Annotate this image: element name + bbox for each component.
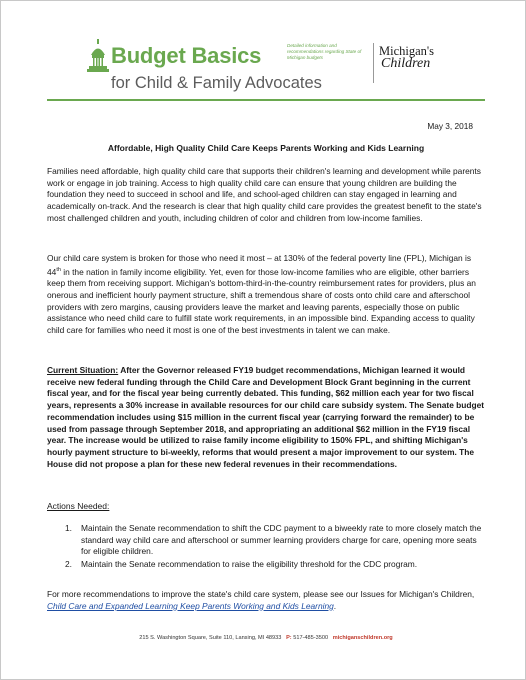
- problem-text-a: Our child care system is broken for those who need it most – at 130% of the federal poverty line (FPL), Michigan is 44: [47, 253, 472, 277]
- actions-heading: Actions Needed:: [47, 501, 110, 511]
- document-title: Affordable, High Quality Child Care Keeps Parents Working and Kids Learning: [107, 143, 425, 153]
- footer-address: 215 S. Washington Square, Suite 110, Lansing, MI 48933: [139, 635, 282, 641]
- intro-paragraph: Families need affordable, high quality child care that supports their children's learning and development while parents work or engage in job training. Access to high quality child care can ensure that young children are building the foundation they need to succeed in school and life, and school-aged children can stay engaged in learning and academically on-track. And the research is clear that high quality child care provides the greatest benefit to the state's most challenged children and youth, including children of color and children from low-income families.: [47, 166, 482, 223]
- closing-end: .: [333, 600, 337, 611]
- current-situation-paragraph: [47, 365, 485, 470]
- capitol-dome-icon: [87, 39, 109, 73]
- current-situation-label: Current Situation:: [47, 365, 119, 375]
- document-date: May 3, 2018: [427, 121, 473, 131]
- org-logo-line2: Children: [381, 56, 431, 71]
- action-text: Maintain the Senate recommendation to shift the CDC payment to a biweekly rate to more closely match the standard way child care and afterschool or summer learning providers charge for care, opening more seats for eligible children.: [81, 523, 482, 557]
- action-item: [47, 559, 485, 571]
- problem-text-b: in the nation in family income eligibility. Yet, even for those low-income families who are eligible, other barriers keep them from receiving support. Michigan's bottom-third-in-the-country reimbursement rates for providers, plus an onerous and inefficient hourly payment structure, shift a tremendous share of costs onto child care and afterschool providers with zero margins, causing providers leave the market and leaving parents, especially those on public assistance who need child care to fulfill state work requirements, in an impossible bind. Expanding access to quality child care for families who need it most is one of the best investments in talent we can make.: [47, 266, 476, 336]
- brand-tagline: Detailed information and recommendations regarding State of Michigan budgets: [287, 43, 362, 60]
- action-number: 2.: [65, 559, 72, 570]
- current-situation-text: After the Governor released FY19 budget recommendations, Michigan learned it would receive new federal funding through the Child Care and Development Block Grant beginning in the current fiscal year, and for the fiscal year being currently debated. This funding, $62 million each year for two fiscal years, represents a 30% increase in available resources for our child care subsidy system. The Senate budget recommendation includes using $15 million in the current fiscal year (carrying forward the remainder) to be used from passage through September 2018, and appropriating an additional $62 million in the FY19 fiscal year. The increase would be utilized to raise family income eligibility to 150% FPL, and shifting Michigan's hourly payment structure to bi-weekly, reforms that would present a major improvement to our system. The House did not propose a plan for these new federal revenues in their recommendations.: [47, 365, 485, 469]
- footer-website[interactable]: michiganschildren.org: [332, 635, 393, 641]
- ordinal-suffix: th: [56, 266, 61, 273]
- problem-paragraph: [47, 253, 485, 337]
- actions-list: [47, 523, 485, 572]
- closing-paragraph: [47, 589, 485, 612]
- header-divider: [47, 99, 485, 101]
- logo-divider: [373, 43, 374, 83]
- org-logo: [379, 45, 441, 71]
- footer-phone-label: P:: [286, 635, 292, 641]
- action-number: 1.: [65, 523, 72, 533]
- action-text: Maintain the Senate recommendation to raise the eligibility threshold for the CDC program.: [81, 559, 418, 570]
- action-item: [47, 523, 485, 558]
- closing-text: For more recommendations to improve the state's child care system, please see our Issues for Michigan's Children,: [47, 589, 475, 599]
- brand-title: Budget Basics: [111, 43, 262, 68]
- footer: [47, 635, 485, 641]
- org-logo-line1: Michigan's: [379, 44, 435, 58]
- brand-subtitle: for Child & Family Advocates: [111, 74, 322, 92]
- footer-phone: 517-485-3500: [293, 635, 329, 641]
- issues-report-link[interactable]: Child Care and Expanded Learning Keep Parents Working and Kids Learning: [47, 600, 334, 611]
